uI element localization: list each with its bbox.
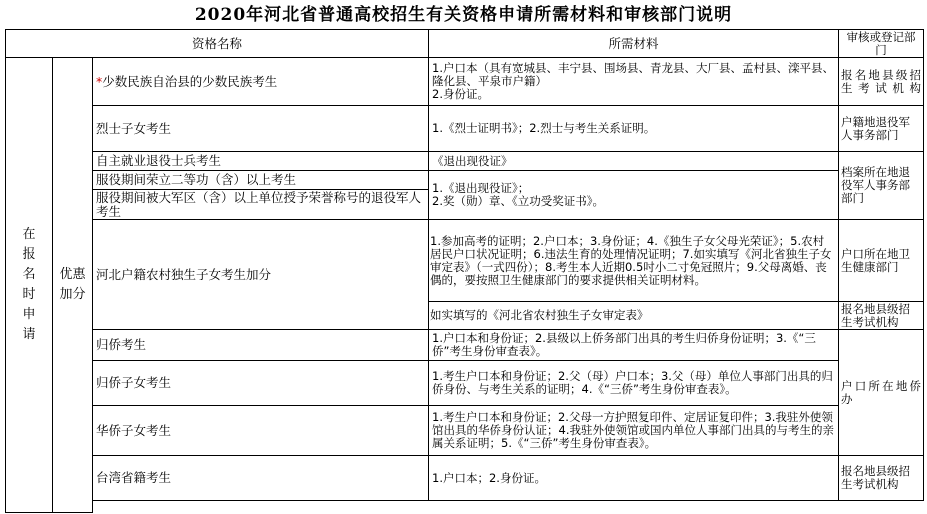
table-row [6,456,924,501]
department-cell: 户口所在地侨办 [839,330,924,456]
qualification-name: 归侨考生 [93,330,429,361]
category-apply-at-registration: 在报名时申请 [6,58,53,513]
department-cell: 户籍地退役军人事务部门 [839,106,924,152]
materials-cell: 1.考生户口本和身份证；2.父母一方护照复印件、定居证复印件；3.我驻外使领馆出具的华侨身份认证；4.我驻外使领馆或国内单位人事部门出具的与考生的亲属关系证明；5.《“三侨”考生身份审查表》。 [429,406,839,456]
table-row [6,106,924,152]
table-row [6,58,924,106]
materials-cell: 1.户口本和身份证；2.县级以上侨务部门出具的考生归侨身份证明；3.《“三侨”考生身份审查表》。 [429,330,839,361]
qualification-name: 河北户籍农村独生子女考生加分 [93,220,429,330]
table-row [6,220,924,302]
table-row [6,361,924,406]
category-bonus-points: 优惠加分 [53,58,93,513]
qualification-name: 烈士子女考生 [93,106,429,152]
required-star: * [96,73,103,89]
qualification-table [5,29,924,513]
qualification-name: *少数民族自治县的少数民族考生 [93,58,429,106]
qualification-name: 华侨子女考生 [93,406,429,456]
materials-cell: 1.考生户口本和身份证；2.父（母）户口本；3.父（母）单位人事部门出具的归侨身份、与考生关系的证明；4.《“三侨”考生身份审查表》。 [429,361,839,406]
materials-cell: 1.户口本（具有宽城县、丰宁县、围场县、青龙县、大厂县、孟村县、滦平县、隆化县、平泉市户籍） 2.身份证。 [429,58,839,106]
qualification-name: 自主就业退役士兵考生 [93,152,429,171]
department-cell: 档案所在地退役军人事务部部门 [839,152,924,220]
qualification-name: 台湾省籍考生 [93,456,429,501]
department-cell: 报名地县级招生考试机构 [839,456,924,501]
materials-cell: 1.《烈士证明书》；2.烈士与考生关系证明。 [429,106,839,152]
table-row [6,330,924,361]
table-row [6,406,924,456]
page-title: 2020年河北省普通高校招生有关资格申请所需材料和审核部门说明 [194,5,733,25]
header-department: 审核或登记部门 [839,30,924,58]
header-materials: 所需材料 [429,30,839,58]
materials-cell: 1.户口本；2.身份证。 [429,456,839,501]
department-cell: 报名地县级招生考试机构 [839,302,924,330]
department-cell: 户口所在地卫生健康部门 [839,220,924,302]
materials-cell: 1.《退出现役证》； 2.奖（勋）章、《立功受奖证书》。 [429,171,839,220]
materials-cell: 1.参加高考的证明；2.户口本；3.身份证；4.《独生子女父母光荣证》；5.农村居民户口状况证明；6.违法生育的处理情况证明；7.如实填写《河北省独生子女审定表》（一式四份）；8.考生本人近期0.5吋小二寸免冠照片；9.父母离婚、丧偶的，要按照卫生健康部门的要求提供相关证明材料。 [429,220,839,302]
qualification-name: 服役期间被大军区（含）以上单位授予荣誉称号的退役军人考生 [93,190,429,220]
table-row [6,171,924,190]
department-cell: 报名地县级招生考试机构 [839,58,924,106]
materials-cell: 《退出现役证》 [429,152,839,171]
header-qualification: 资格名称 [6,30,429,58]
table-row [6,152,924,171]
qualification-name: 服役期间荣立二等功（含）以上考生 [93,171,429,190]
materials-cell: 如实填写的《河北省农村独生子女审定表》 [429,302,839,330]
header-row [6,30,924,58]
qualification-name: 归侨子女考生 [93,361,429,406]
